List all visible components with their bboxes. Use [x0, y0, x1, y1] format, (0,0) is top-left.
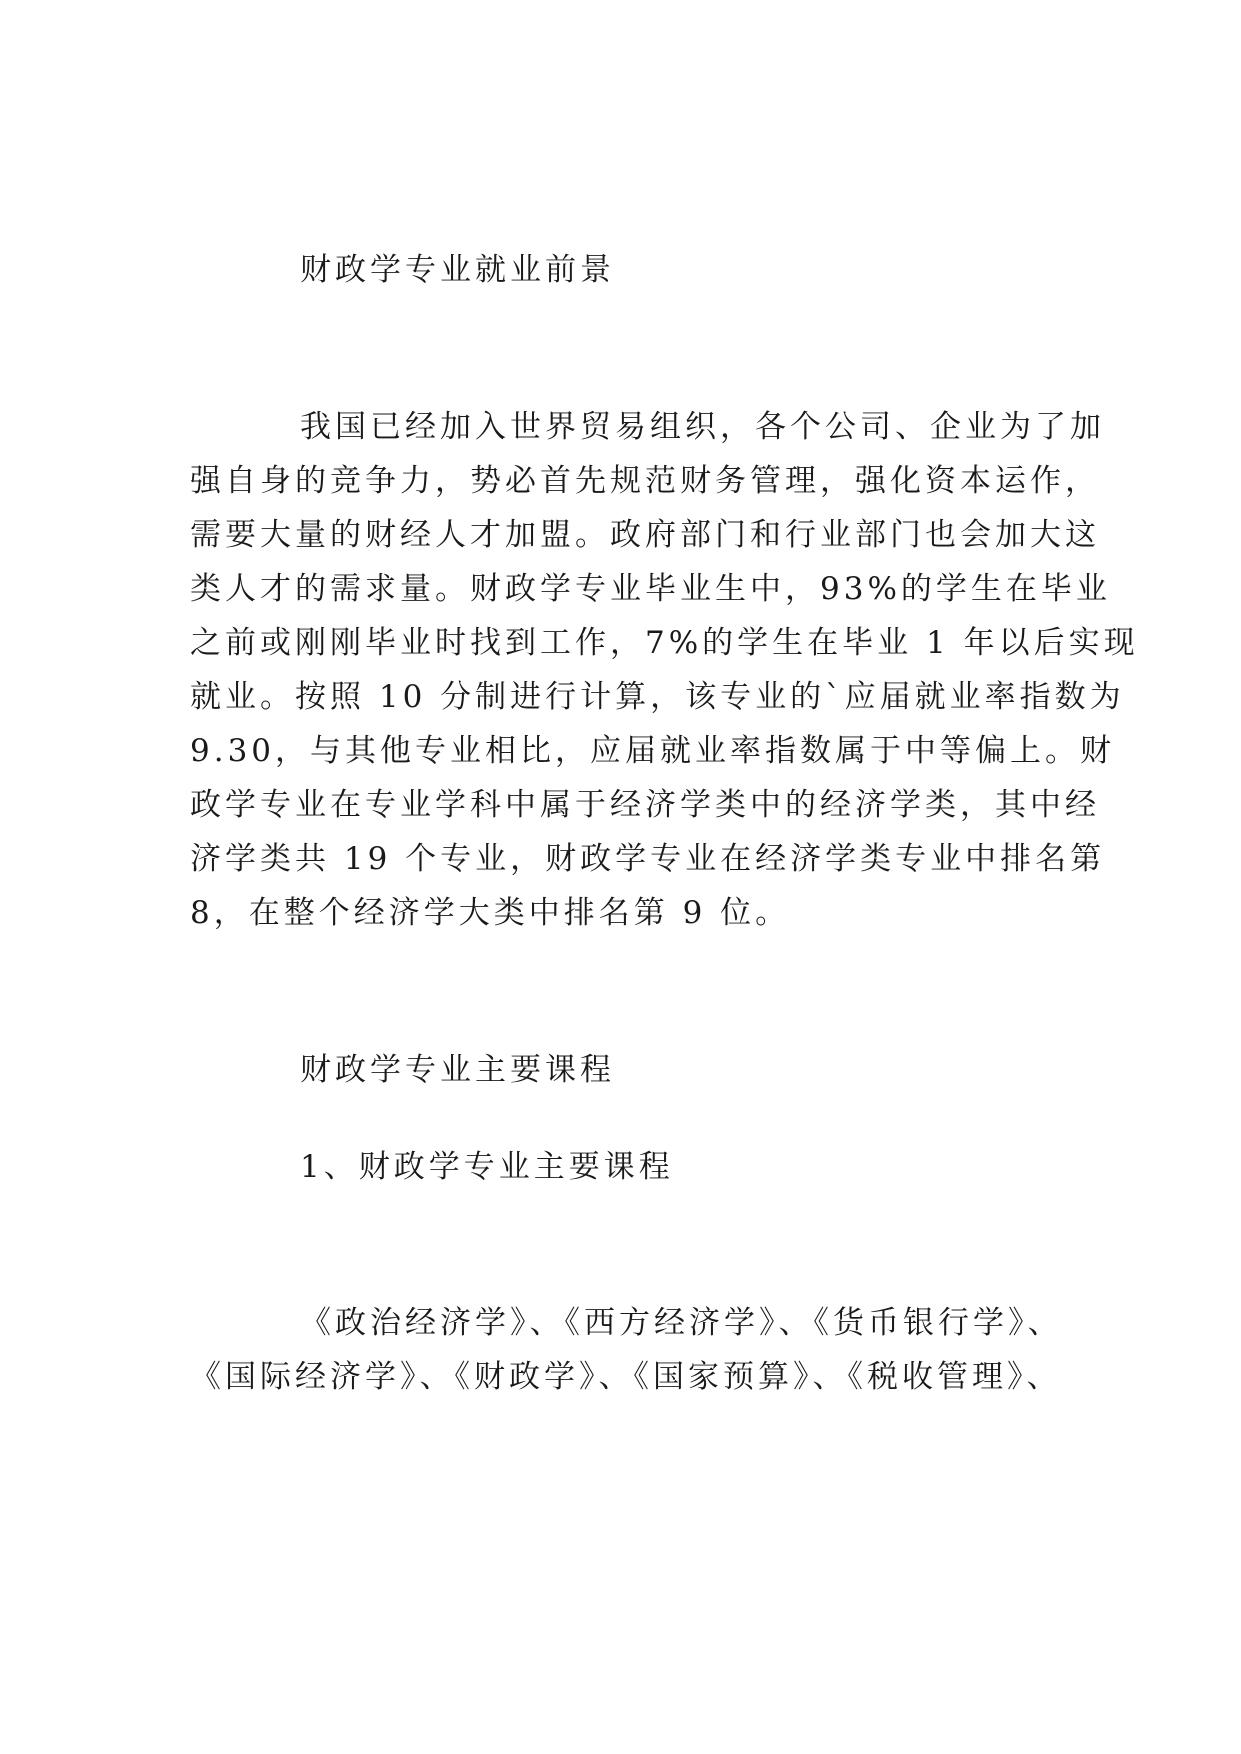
paragraph-line: 《政治经济学》、《西方经济学》、《货币银行学》、 — [300, 1305, 1063, 1341]
paragraph-line: 9.30，与其他专业相比，应届就业率指数属于中等偏上。财 — [190, 733, 1116, 769]
paragraph-line: 强自身的竞争力，势必首先规范财务管理，强化资本运作， — [190, 463, 1100, 499]
paragraph-line: 之前或刚刚毕业时找到工作，7%的学生在毕业 1 年以后实现 — [190, 625, 1139, 661]
paragraph-line: 政学专业在专业学科中属于经济学类中的经济学类，其中经 — [190, 787, 1100, 823]
paragraph-line: 需要大量的财经人才加盟。政府部门和行业部门也会加大这 — [190, 517, 1100, 553]
paragraph-line: 济学类共 19 个专业，财政学专业在经济学类专业中排名第 — [190, 841, 1106, 877]
paragraph-line: 类人才的需求量。财政学专业毕业生中，93%的学生在毕业 — [190, 571, 1111, 607]
paragraph-line: 8，在整个经济学大类中排名第 9 位。 — [190, 895, 791, 931]
paragraph-line: 就业。按照 10 分制进行计算，该专业的`应届就业率指数为 — [190, 679, 1125, 715]
paragraph-line: 我国已经加入世界贸易组织，各个公司、企业为了加 — [300, 409, 1105, 445]
heading-employment-prospects: 财政学专业就业前景 — [300, 252, 615, 288]
subheading-main-courses: 1、财政学专业主要课程 — [300, 1149, 674, 1185]
heading-main-courses: 财政学专业主要课程 — [300, 1052, 615, 1088]
paragraph-line: 《国际经济学》、《财政学》、《国家预算》、《税收管理》、 — [190, 1359, 1062, 1395]
